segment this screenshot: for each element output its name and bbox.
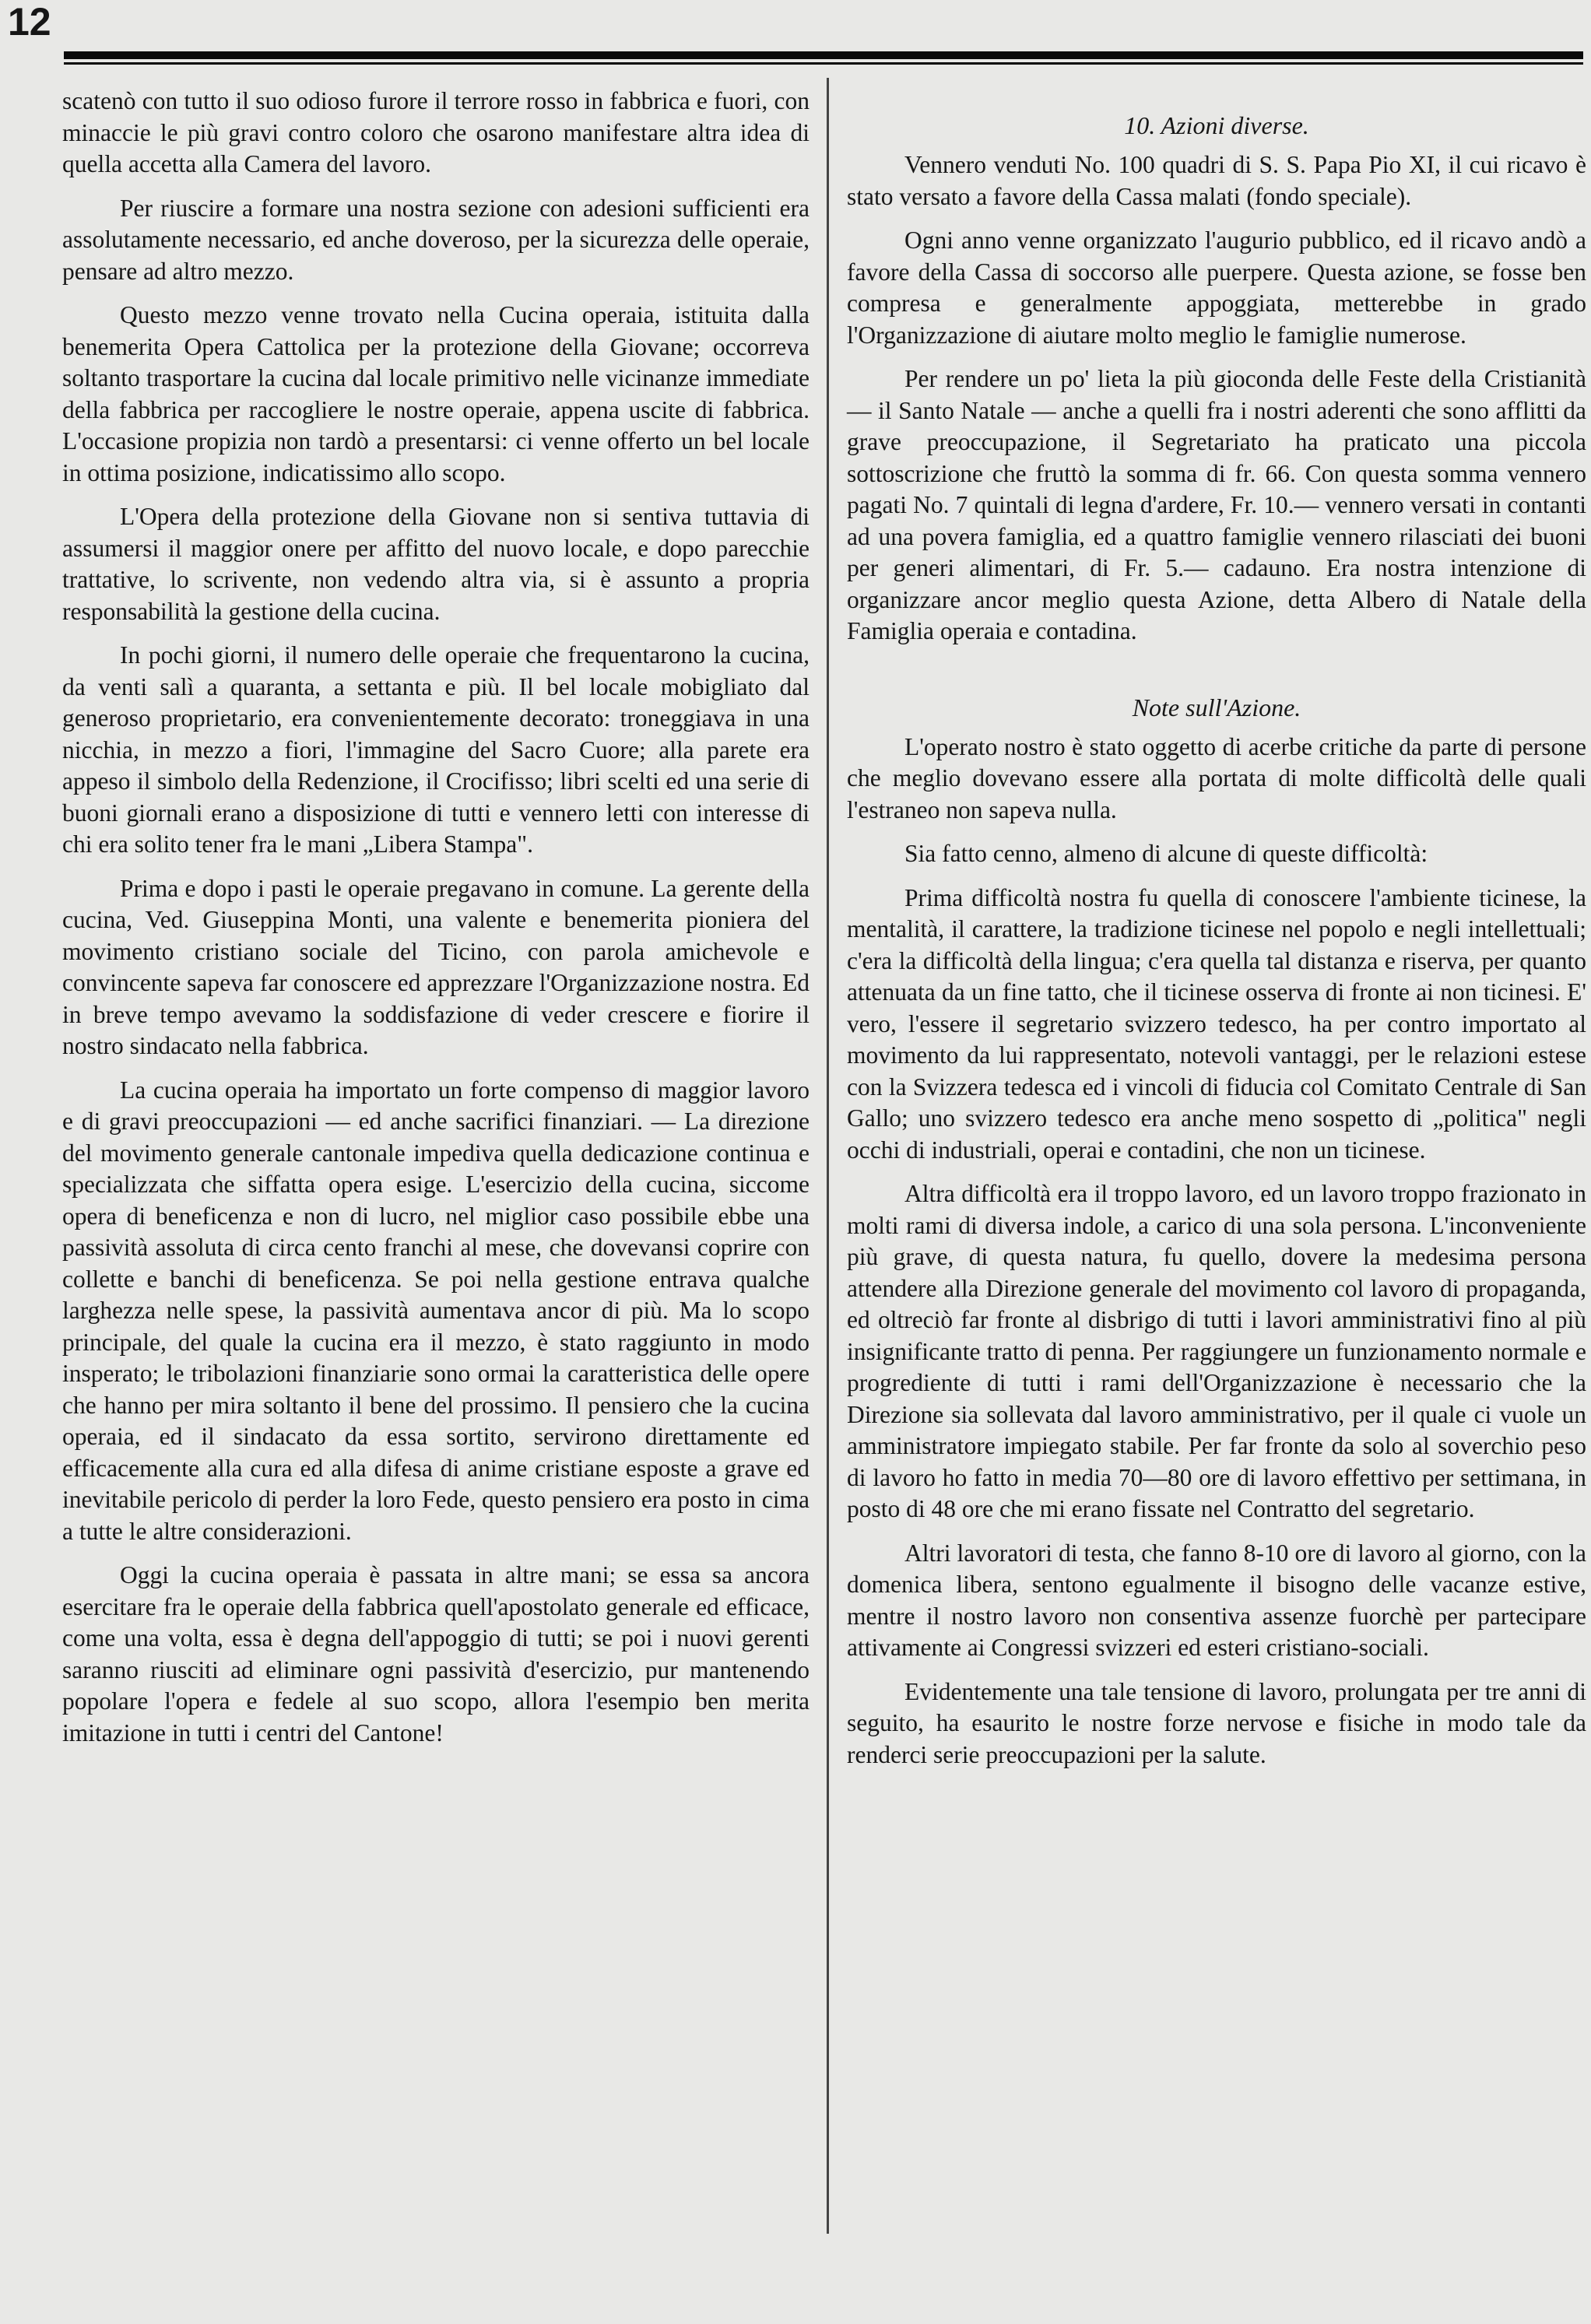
header-rule-thin: [64, 62, 1583, 65]
right-paragraph-2: Ogni anno venne organizzato l'augurio pubblico, ed il ricavo andò a favore della Cassa di soccorso alle puerpere. Questa azione, se fosse ben compresa e generalmente appoggiata, metterebbe in grado l'Organizzazione di aiutare molto meglio le famiglie numerose.: [847, 226, 1586, 349]
section-heading-note-azione: Note sull'Azione.: [1132, 693, 1301, 721]
right-paragraph-7: Altra difficoltà era il troppo lavoro, ed un lavoro troppo frazionato in molti rami di diversa indole, a carico di una sola persona. L'inconveniente più grave, di questa natura, fu quello, dovere la medesima persona attendere alla Direzione generale del movimento col lavoro di propaganda, ed oltreciò far fronte al disbrigo di tutti i lavori amministrativi fino al più insignificante tratto di penna. Per raggiungere un funzionamento normale e progrediente di tutti i rami dell'Organizzazione è necessario che la Direzione sia sollevata dal lavoro amministrativo, per il quale ci vuole un amministratore impiegato stabile. Per far fronte da solo al soverchio peso di lavoro ho fatto in media 70—80 ore di lavoro effettivo per settimana, in posto di 48 ore che mi erano fissate nel Contratto del segretario.: [847, 1180, 1586, 1522]
right-paragraph-5: Sia fatto cenno, almeno di alcune di queste difficoltà:: [904, 840, 1428, 867]
left-paragraph-1: scatenò con tutto il suo odioso furore il terrore rosso in fabbrica e fuori, con minaccie le più gravi contro coloro che osarono manifestare altra idea di quella accetta alla Camera del lavoro.: [62, 87, 810, 177]
right-paragraph-3: Per rendere un po' lieta la più gioconda delle Feste della Cristianità — il Santo Natale — anche a quelli fra i nostri aderenti che sono afflitti da grave preoccupazione, il Segretariato ha praticato una piccola sottoscrizione che fruttò la somma di fr. 66. Con questa somma vennero pagati No. 7 quintali di legna d'ardere, Fr. 10.— vennero versati in contanti ad una povera famiglia, ed a quattro famiglie vennero rilasciati dei buoni per generi alimentari, di Fr. 5.— cadauno. Era nostra intenzione di organizzare ancor meglio questa Azione, detta Albero di Natale della Famiglia operaia e contadina.: [847, 365, 1586, 644]
page-number: 12: [8, 0, 51, 44]
left-paragraph-2: Per riuscire a formare una nostra sezione con adesioni sufficienti era assolutamente necessario, ed anche doveroso, per la sicurezza delle operaie, pensare ad altro mezzo.: [62, 194, 810, 285]
header-rule-thick: [64, 51, 1583, 59]
left-paragraph-6: Prima e dopo i pasti le operaie pregavano in comune. La gerente della cucina, Ved. Giuseppina Monti, una valente e benemerita pioniera del movimento cristiano sociale del Ticino, con parola amichevole e convincente sapeva far conoscere ed apprezzare l'Organizzazione nostra. Ed in breve tempo avevamo la soddisfazione di veder crescere e fiorire il nostro sindacato nella fabbrica.: [62, 874, 810, 1059]
right-paragraph-4: L'operato nostro è stato oggetto di acerbe critiche da parte di persone che meglio dovevano essere alla portata di molte difficoltà delle quali l'estraneo non sapeva nulla.: [847, 732, 1586, 823]
right-paragraph-8: Altri lavoratori di testa, che fanno 8-10 ore di lavoro al giorno, con la domenica libera, sentono egualmente il bisogno delle vacanze estive, mentre il nostro lavoro non consentiva assenze fuorchè per partecipare attivamente ai Congressi svizzeri ed esteri cristiano-sociali.: [847, 1539, 1586, 1661]
right-paragraph-1: Vennero venduti No. 100 quadri di S. S. Papa Pio XI, il cui ricavo è stato versato a favore della Cassa malati (fondo speciale).: [847, 151, 1586, 210]
left-paragraph-3: Questo mezzo venne trovato nella Cucina operaia, istituita dalla benemerita Opera Cattolica per la protezione della Giovane; occorreva soltanto trasportare la cucina dal locale primitivo nelle vicinanze immediate della fabbrica per raccogliere le nostre operaie, appena uscite di fabbrica. L'occasione propizia non tardò a presentarsi: ci venne offerto un bel locale in ottima posizione, indicatissimo allo scopo.: [62, 301, 810, 486]
section-heading-azioni-diverse: 10. Azioni diverse.: [1124, 111, 1309, 139]
left-paragraph-8: Oggi la cucina operaia è passata in altre mani; se essa sa ancora esercitare fra le operaie della fabbrica quell'apostolato generale ed efficace, come una volta, essa è degna dell'appoggio di tutti; se poi i nuovi gerenti saranno riusciti ad eliminare ogni passività d'esercizio, pur mantenendo popolare l'opera e fedele al suo scopo, allora l'esempio ben merita imitazione in tutti i centri del Cantone!: [62, 1561, 810, 1747]
left-paragraph-4: L'Opera della protezione della Giovane non si sentiva tuttavia di assumersi il maggior onere per affitto del nuovo locale, e dopo parecchie trattative, lo scrivente, non vedendo altra via, si è assunto a propria responsabilità la gestione della cucina.: [62, 503, 810, 625]
right-column: [847, 86, 1586, 1783]
right-paragraph-9: Evidentemente una tale tensione di lavoro, prolungata per tre anni di seguito, ha esaurito le nostre forze nervose e fisiche in modo tale da renderci serie preoccupazioni per la salute.: [847, 1677, 1586, 1768]
left-paragraph-5: In pochi giorni, il numero delle operaie che frequentarono la cucina, da venti salì a quaranta, a settanta e più. Il bel locale mobigliato dal generoso proprietario, era convenientemente decorato: troneggiava in una nicchia, in mezzo a fiori, l'immagine del Sacro Cuore; alla parete era appeso il simbolo della Redenzione, il Crocifisso; libri scelti ed una serie di buoni giornali erano a disposizione di tutti e vennero letti con interesse di chi era solito tener fra le mani „Libera Stampa".: [62, 641, 810, 858]
right-paragraph-6: Prima difficoltà nostra fu quella di conoscere l'ambiente ticinese, la mentalità, il carattere, la tradizione ticinese nel popolo e negli intellettuali; c'era la difficoltà della lingua; c'era quella tal distanza e riserva, per quanto attenuata da un fine tatto, che il ticinese osserva di fronte ai non ticinesi. E' vero, l'essere il segretario svizzero tedesco, ha per contro importato al movimento da lui rappresentato, notevoli vantaggi, per le relazioni estese con la Svizzera tedesca ed i vincoli di fiducia col Comitato Centrale di San Gallo; uno svizzero tedesco era anche meno sospetto di „politica" negli occhi di industriali, operai e contadini, che non un ticinese.: [847, 883, 1586, 1164]
left-column: [62, 86, 810, 1761]
column-divider: [827, 78, 829, 2234]
left-paragraph-7: La cucina operaia ha importato un forte compenso di maggior lavoro e di gravi preoccupazioni — ed anche sacrifici finanziari. — La direzione del movimento generale cantonale impediva quella dedicazione continua e specializzata che siffatta opera esige. L'esercizio della cucina, siccome opera di beneficenza e non di lucro, nel miglior caso possibile ebbe una passività assoluta di circa cento franchi al mese, che dovevansi coprire con collette e banchi di beneficenza. Se poi nella gestione entrava qualche larghezza nelle spese, la passività aumentava ancor di più. Ma lo scopo principale, del quale la cucina era il mezzo, è stato raggiunto in modo insperato; le tribolazioni finanziarie sono ormai la caratteristica delle opere che hanno per mira soltanto il bene del prossimo. Il pensiero che la cucina operaia, ed il sindacato da essa sortito, servirono direttamente ed efficacemente alla cura ed alla difesa di anime cristiane esposte a grave ed inevitabile pericolo di perder la loro Fede, questo pensiero era posto in cima a tutte le altre considerazioni.: [62, 1076, 810, 1545]
